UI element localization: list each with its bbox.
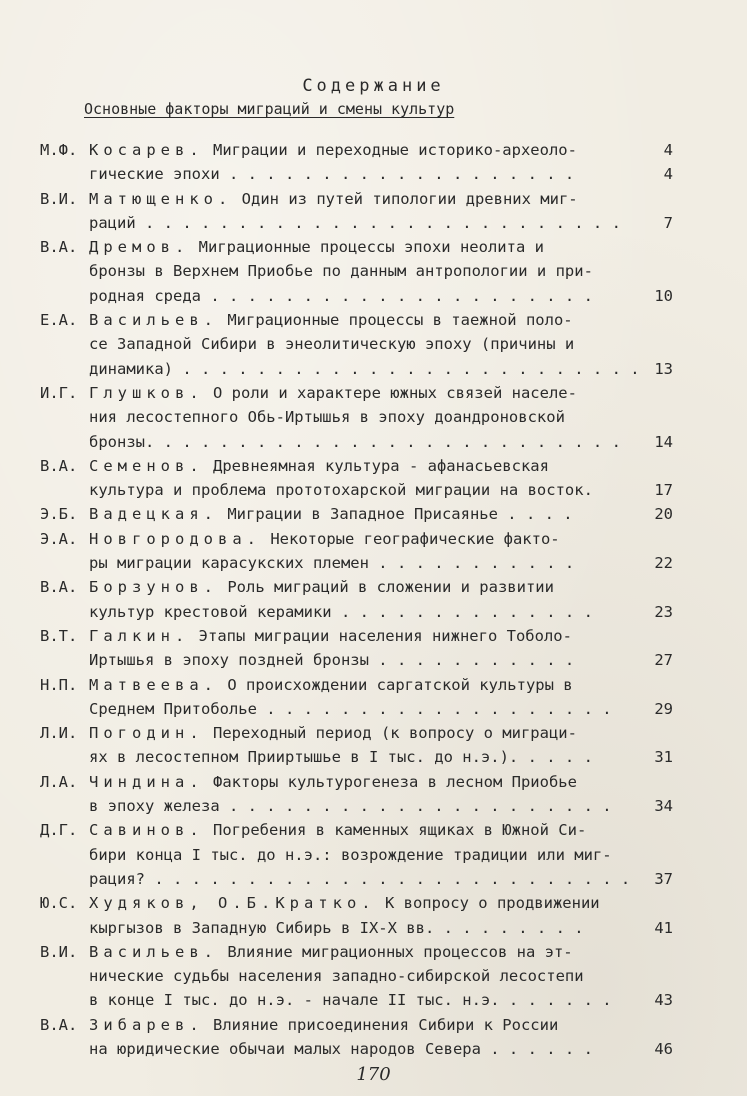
toc-entry (0, 891, 747, 940)
toc-entry (0, 502, 747, 526)
toc-line (0, 138, 747, 162)
entry-title-line: гические эпохи . . . . . . . . . . . . . . . . . . . (89, 165, 575, 184)
toc-line (0, 916, 747, 940)
author-initials: Л.А. (40, 772, 78, 791)
toc-entry (0, 721, 747, 770)
entry-title-line: О происхождении саргатской культуры в (227, 675, 573, 694)
author-initials: Ю.С. (40, 894, 78, 913)
entry-text (89, 162, 574, 186)
toc-entry (0, 454, 747, 503)
entry-title-line: Миграции в Западное Присаянье . . . . (227, 505, 573, 524)
entry-page-number: 41 (654, 918, 673, 937)
toc-entry (0, 770, 747, 819)
entry-text (89, 624, 572, 648)
entry-text (89, 648, 574, 672)
entry-text (89, 187, 578, 211)
entry-title-line: раций . . . . . . . . . . . . . . . . . . . . . . . . . . (89, 213, 621, 232)
author-initials: Е.А. (40, 311, 78, 330)
entry-text (89, 551, 574, 575)
author-surname: Косарев. (89, 141, 204, 159)
entry-text (89, 745, 593, 769)
toc-line (0, 551, 747, 575)
entry-text (89, 357, 640, 381)
toc-line (0, 770, 747, 794)
entry-page-number: 29 (654, 699, 673, 718)
toc-line (0, 867, 747, 891)
author-surname: Новгородова. (89, 529, 261, 548)
author-surname: Дремов. (89, 238, 190, 257)
entry-page-number: 31 (654, 748, 673, 767)
entry-title-line: ях в лесостепном Прииртышье в I тыс. до н.э.). . . . . (89, 748, 593, 767)
toc-entry (0, 381, 747, 454)
toc-line (0, 843, 747, 867)
entry-title-line: Миграции и переходные историко-археоло- (213, 141, 577, 159)
entry-text (89, 794, 612, 818)
entry-text (89, 308, 573, 332)
author-initials: В.А. (40, 578, 78, 597)
entry-text (89, 138, 577, 162)
entry-text (89, 575, 554, 599)
entry-title-line: бронзы в Верхнем Приобье по данным антропологии и при- (89, 262, 593, 281)
author-surname: Матвеева. (89, 675, 218, 694)
entry-text (89, 697, 612, 721)
author-surname: Матющенко. (89, 189, 233, 208)
toc-line (0, 430, 747, 454)
entry-text (89, 332, 574, 356)
toc-line (0, 381, 747, 405)
toc-entry (0, 187, 747, 236)
toc-entry (0, 624, 747, 673)
author-surname: Вадецкая. (89, 505, 218, 524)
toc-line (0, 235, 747, 259)
section-subheading: Основные факторы миграций и смены культур (84, 100, 455, 118)
author-initials: И.Г. (40, 383, 78, 402)
entry-text (89, 600, 593, 624)
author-initials: В.И. (40, 189, 78, 208)
toc-line (0, 721, 747, 745)
entry-text (89, 381, 577, 405)
entry-title-line: Влияние миграционных процессов на эт- (227, 942, 573, 961)
toc-line (0, 600, 747, 624)
toc-line (0, 818, 747, 842)
author-surname: Борзунов. (89, 578, 218, 597)
entry-title-line: культура и проблема прототохарской миграции на восток. (89, 481, 593, 500)
entry-title-line: культур крестовой керамики . . . . . . . . . . . . . . (89, 602, 593, 621)
author-surname: Васильев. (89, 311, 218, 330)
toc-line (0, 648, 747, 672)
entry-page-number: 43 (654, 991, 673, 1010)
toc-entry (0, 235, 747, 308)
toc-entry (0, 527, 747, 576)
entry-title-line: в конце I тыс. до н.э. - начале II тыс. н.э. . . . . . . (89, 991, 612, 1010)
author-surname: Савинов. (89, 821, 204, 840)
entry-title-line: Один из путей типологии древних миг- (241, 189, 578, 208)
contents-heading: Содержание (302, 76, 445, 96)
author-initials: В.А. (40, 456, 78, 475)
entry-title-line: Иртышья в эпоху поздней бронзы . . . . . . . . . . . (89, 651, 575, 670)
author-initials: В.Т. (40, 626, 78, 645)
entry-text (89, 964, 584, 988)
author-initials: В.А. (40, 238, 78, 257)
toc-line (0, 964, 747, 988)
author-initials: В.И. (40, 942, 78, 961)
toc-line (0, 624, 747, 648)
entry-text (89, 940, 573, 964)
toc-entry (0, 138, 747, 187)
author-initials: Э.А. (40, 529, 78, 548)
toc-line (0, 308, 747, 332)
entry-title-line: О роли и характере южных связей населе- (213, 383, 577, 402)
author-surname: Галкин. (89, 626, 190, 645)
toc-line (0, 259, 747, 283)
entry-text (89, 405, 565, 429)
toc-line (0, 1013, 747, 1037)
toc-entry (0, 818, 747, 891)
toc-line (0, 575, 747, 599)
entry-title-line: Влияние присоединения Сибири к России (213, 1015, 559, 1034)
entry-text (89, 284, 593, 308)
entry-title-line: ния лесостепного Обь-Иртышья в эпоху доандроновской (89, 408, 565, 427)
toc-line (0, 405, 747, 429)
author-surname: Глушков. (89, 383, 204, 402)
toc-line (0, 940, 747, 964)
entry-text (89, 721, 577, 745)
entry-page-number: 4 (663, 141, 673, 159)
entry-page-number: 46 (654, 1039, 673, 1058)
entry-page-number: 17 (654, 481, 673, 500)
author-initials: В.А. (40, 1015, 78, 1034)
toc-line (0, 697, 747, 721)
entry-text (89, 673, 573, 697)
toc-line (0, 527, 747, 551)
toc-line (0, 502, 747, 526)
entry-title-line: Переходный период (к вопросу о миграци- (213, 724, 577, 743)
toc-entry (0, 940, 747, 1013)
toc-line (0, 1037, 747, 1061)
toc-line (0, 162, 747, 186)
toc-line (0, 454, 747, 478)
entry-title-line: бронзы. . . . . . . . . . . . . . . . . . . . . . . . . . (89, 432, 621, 451)
author-surname: Семенов. (89, 456, 204, 475)
entry-text (89, 1013, 558, 1037)
entry-title-line: рация? . . . . . . . . . . . . . . . . . . . . . . . . . . (89, 869, 631, 888)
entry-page-number: 4 (663, 165, 673, 184)
entry-text (89, 770, 577, 794)
entry-text (89, 527, 560, 551)
entry-title-line: Факторы культурогенеза в лесном Приобье (213, 772, 577, 791)
author-initials: Н.П. (40, 675, 78, 694)
entry-title-line: Миграционные процессы эпохи неолита и (198, 238, 544, 257)
toc-line (0, 745, 747, 769)
toc-line (0, 673, 747, 697)
entry-title-line: нические судьбы населения западно-сибирской лесостепи (89, 967, 584, 986)
entry-title-line: в эпоху железа . . . . . . . . . . . . . . . . . . . . . (89, 797, 612, 816)
entry-page-number: 34 (654, 797, 673, 816)
entry-page-number: 10 (654, 286, 673, 305)
toc-line (0, 211, 747, 235)
entry-title-line: Этапы миграции населения нижнего Тоболо- (198, 626, 572, 645)
entry-text (89, 235, 544, 259)
author-surname: Худяков, О.Б.Кратко. (89, 894, 376, 913)
author-initials: Л.И. (40, 724, 78, 743)
entry-text (89, 259, 593, 283)
entry-page-number: 23 (654, 602, 673, 621)
entry-text (89, 454, 549, 478)
entry-title-line: Некоторые географические факто- (270, 529, 560, 548)
entry-title-line: на юридические обычаи малых народов Севера . . . . . . (89, 1039, 593, 1058)
toc-line (0, 891, 747, 915)
entry-title-line: Древнеямная культура - афанасьевская (213, 456, 549, 475)
entry-page-number: 22 (654, 554, 673, 573)
entry-title-line: Погребения в каменных ящиках в Южной Си- (213, 821, 587, 840)
toc-entry (0, 673, 747, 722)
author-initials: Э.Б. (40, 505, 78, 524)
entry-title-line: се Западной Сибири в энеолитическую эпоху (причины и (89, 335, 575, 354)
entry-page-number: 7 (663, 213, 673, 232)
toc-line (0, 357, 747, 381)
entry-text (89, 891, 600, 915)
author-initials: М.Ф. (40, 141, 78, 159)
entry-text (89, 211, 621, 235)
table-of-contents (0, 138, 747, 1061)
author-surname: Погодин. (89, 724, 204, 743)
toc-line (0, 187, 747, 211)
entry-title-line: К вопросу о продвижении (384, 894, 600, 913)
entry-title-line: Среднем Притоболье . . . . . . . . . . . . . . . . . . . (89, 699, 612, 718)
toc-entry (0, 1013, 747, 1062)
entry-text (89, 430, 621, 454)
entry-page-number: 27 (654, 651, 673, 670)
toc-line (0, 988, 747, 1012)
entry-text (89, 843, 612, 867)
entry-title-line: Миграционные процессы в таежной поло- (227, 311, 573, 330)
toc-entry (0, 308, 747, 381)
entry-text (89, 867, 630, 891)
entry-text (89, 818, 586, 842)
entry-title-line: кыргызов в Западную Сибирь в IX-X вв. . . . . . . . . (89, 918, 584, 937)
toc-line (0, 332, 747, 356)
author-surname: Зибарев. (89, 1015, 204, 1034)
author-initials: Д.Г. (40, 821, 78, 840)
toc-line (0, 794, 747, 818)
toc-line (0, 478, 747, 502)
toc-line (0, 284, 747, 308)
entry-page-number: 14 (654, 432, 673, 451)
entry-page-number: 37 (654, 869, 673, 888)
entry-text (89, 988, 612, 1012)
entry-text (89, 916, 584, 940)
entry-title-line: ры миграции карасукских племен . . . . . . . . . . . (89, 554, 575, 573)
entry-title-line: родная среда . . . . . . . . . . . . . . . . . . . . . (89, 286, 593, 305)
entry-text (89, 1037, 593, 1061)
entry-text (89, 478, 593, 502)
author-surname: Васильев. (89, 942, 218, 961)
entry-title-line: динамика) . . . . . . . . . . . . . . . . . . . . . . . . . (89, 359, 640, 378)
entry-title-line: Роль миграций в сложении и развитии (227, 578, 554, 597)
page-number: 170 (356, 1064, 391, 1085)
toc-entry (0, 575, 747, 624)
entry-page-number: 20 (654, 505, 673, 524)
entry-title-line: бири конца I тыс. до н.э.: возрождение традиции или миг- (89, 845, 612, 864)
entry-page-number: 13 (654, 359, 673, 378)
author-surname: Чиндина. (89, 772, 204, 791)
entry-text (89, 502, 573, 526)
